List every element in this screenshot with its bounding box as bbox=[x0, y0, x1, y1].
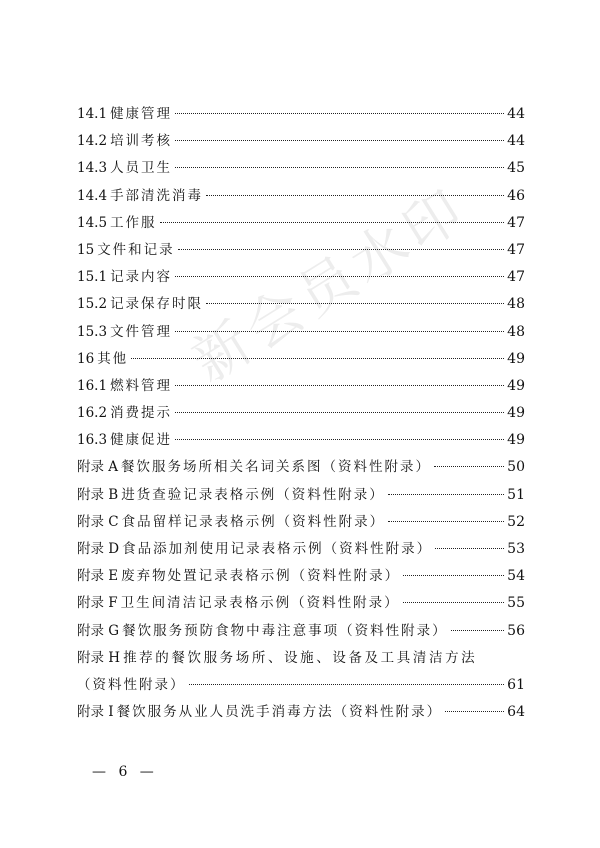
toc-entry-page: 50 bbox=[507, 459, 525, 476]
toc-dot-leader bbox=[175, 276, 504, 277]
toc-entry-title: 进货查验记录表格示例（资料性附录） bbox=[121, 486, 385, 503]
toc-entry-number: 15.3 bbox=[77, 323, 108, 340]
toc-entry-number: 14.1 bbox=[77, 106, 108, 122]
toc-entry-number: 附录 E bbox=[77, 568, 119, 585]
toc-entry-label bbox=[77, 101, 172, 128]
toc-entry-title: 工作服 bbox=[110, 214, 157, 231]
toc-entry-label bbox=[77, 454, 431, 481]
toc-entry[interactable] bbox=[77, 210, 525, 237]
toc-entry[interactable] bbox=[77, 618, 525, 645]
toc-entry-title: 文件和记录 bbox=[97, 241, 175, 258]
toc-entry-label bbox=[77, 536, 432, 563]
toc-entry-title: 记录内容 bbox=[110, 269, 173, 286]
toc-entry-number: 14.4 bbox=[77, 187, 108, 204]
toc-entry-title: 推荐的餐饮服务场所、设施、设备及工具清洁方法 bbox=[123, 649, 478, 666]
toc-entry[interactable] bbox=[77, 291, 525, 318]
toc-entry-number: 附录 I bbox=[77, 704, 114, 721]
toc-entry-page: 47 bbox=[507, 241, 525, 258]
toc-entry-title: 餐饮服务场所相关名词关系图（资料性附录） bbox=[121, 459, 432, 476]
toc-dot-leader bbox=[434, 466, 504, 467]
toc-entry-label bbox=[77, 618, 448, 645]
toc-entry[interactable] bbox=[77, 590, 525, 617]
toc-entry[interactable] bbox=[77, 563, 525, 590]
toc-entry-label bbox=[77, 237, 175, 264]
toc-entry-page: 52 bbox=[507, 513, 525, 530]
toc-entry-label bbox=[77, 373, 172, 400]
toc-entry-number: 14.3 bbox=[77, 160, 108, 177]
toc-entry-label bbox=[77, 183, 203, 210]
toc-entry-label bbox=[77, 319, 172, 346]
toc-entry-label bbox=[77, 264, 172, 291]
toc-entry-page: 44 bbox=[507, 106, 525, 122]
toc-entry[interactable] bbox=[77, 699, 525, 726]
toc-entry-title: 健康管理 bbox=[110, 106, 173, 122]
table-of-contents bbox=[77, 101, 525, 726]
toc-entry-title: 废弃物处置记录表格示例（资料性附录） bbox=[121, 568, 401, 585]
toc-dot-leader bbox=[403, 602, 505, 603]
toc-entry-number: 16.3 bbox=[77, 432, 108, 449]
toc-entry-page: 49 bbox=[507, 377, 525, 394]
toc-dot-leader bbox=[160, 222, 505, 223]
toc-entry[interactable] bbox=[77, 454, 525, 481]
toc-dot-leader bbox=[403, 575, 504, 576]
toc-entry-page: 49 bbox=[507, 405, 525, 422]
toc-dot-leader bbox=[175, 331, 504, 332]
toc-dot-leader bbox=[388, 521, 504, 522]
toc-entry-page: 64 bbox=[507, 704, 525, 721]
toc-dot-leader bbox=[175, 385, 504, 386]
toc-dot-leader bbox=[175, 439, 504, 440]
toc-entry-title: 卫生间清洁记录表格示例（资料性附录） bbox=[120, 595, 400, 612]
toc-entry[interactable] bbox=[77, 346, 525, 373]
toc-entry-label bbox=[77, 128, 172, 155]
toc-entry-title: 记录保存时限 bbox=[110, 296, 204, 313]
toc-entry[interactable] bbox=[77, 373, 525, 400]
toc-dot-leader bbox=[206, 303, 504, 304]
toc-entry-label bbox=[77, 590, 400, 617]
toc-entry-page: 56 bbox=[507, 622, 525, 639]
toc-dot-leader bbox=[178, 249, 504, 250]
watermark: 新会员水印 bbox=[181, 175, 479, 396]
toc-entry-label bbox=[77, 509, 385, 536]
toc-entry-page: 49 bbox=[507, 432, 525, 449]
toc-dot-leader bbox=[131, 358, 504, 359]
toc-entry-label bbox=[77, 155, 172, 182]
toc-entry-title: 其他 bbox=[97, 350, 129, 367]
toc-entry-page: 47 bbox=[507, 269, 525, 286]
toc-dot-leader bbox=[388, 494, 504, 495]
toc-entry-page: 55 bbox=[507, 595, 525, 612]
toc-entry-title: 培训考核 bbox=[110, 133, 173, 150]
toc-entry[interactable] bbox=[77, 482, 525, 509]
toc-entry-label bbox=[77, 427, 172, 454]
toc-entry-page: 48 bbox=[507, 296, 525, 313]
toc-entry-page: 61 bbox=[507, 676, 525, 693]
toc-entry[interactable] bbox=[77, 128, 525, 155]
toc-entry-page: 53 bbox=[507, 541, 525, 557]
toc-entry-label bbox=[77, 291, 203, 318]
toc-entry-number: 14.5 bbox=[77, 214, 108, 231]
toc-entry-number: 附录 C bbox=[77, 513, 119, 530]
toc-entry-title: 健康促进 bbox=[110, 432, 173, 449]
toc-entry-title: （资料性附录） bbox=[77, 676, 186, 693]
toc-entry-label bbox=[77, 400, 172, 427]
toc-dot-leader bbox=[175, 113, 504, 114]
toc-entry-number: 15 bbox=[77, 241, 95, 258]
toc-entry[interactable] bbox=[77, 155, 525, 182]
toc-entry-number: 14.2 bbox=[77, 133, 108, 150]
toc-entry-number: 16.1 bbox=[77, 377, 108, 394]
toc-entry-number: 附录 G bbox=[77, 622, 120, 639]
toc-entry[interactable] bbox=[77, 183, 525, 210]
toc-entry-number: 附录 H bbox=[77, 649, 121, 666]
toc-entry-title: 食品添加剂使用记录表格示例（资料性附录） bbox=[122, 541, 433, 557]
toc-entry-label bbox=[77, 346, 128, 373]
toc-dot-leader bbox=[175, 140, 504, 141]
toc-entry-page: 51 bbox=[507, 486, 525, 503]
toc-entry[interactable] bbox=[77, 264, 525, 291]
toc-entry[interactable] bbox=[77, 645, 525, 672]
toc-entry[interactable] bbox=[77, 237, 525, 264]
toc-entry-number: 16.2 bbox=[77, 405, 108, 422]
toc-entry-number: 附录 F bbox=[77, 595, 118, 612]
toc-dot-leader bbox=[206, 195, 504, 196]
toc-entry[interactable] bbox=[77, 536, 525, 563]
toc-entry-label bbox=[77, 672, 186, 699]
toc-entry-title: 手部清洗消毒 bbox=[110, 187, 204, 204]
toc-entry-title: 人员卫生 bbox=[110, 160, 173, 177]
toc-entry-page: 54 bbox=[507, 568, 525, 585]
toc-dot-leader bbox=[451, 630, 505, 631]
toc-entry-number: 15.1 bbox=[77, 269, 108, 286]
toc-entry-page: 44 bbox=[507, 133, 525, 150]
toc-entry-page: 46 bbox=[507, 187, 525, 204]
toc-entry-title: 餐饮服务从业人员洗手消毒方法（资料性附录） bbox=[116, 704, 443, 721]
toc-entry-number: 附录 D bbox=[77, 541, 120, 557]
toc-entry-page: 47 bbox=[507, 214, 525, 231]
toc-dot-leader bbox=[175, 412, 504, 413]
toc-entry-page: 49 bbox=[507, 350, 525, 367]
toc-entry-number: 附录 A bbox=[77, 459, 119, 476]
toc-entry-page: 48 bbox=[507, 323, 525, 340]
toc-dot-leader bbox=[175, 167, 504, 168]
toc-entry-label bbox=[77, 563, 400, 590]
toc-entry[interactable] bbox=[77, 509, 525, 536]
toc-entry-number: 16 bbox=[77, 350, 95, 367]
toc-entry-title: 食品留样记录表格示例（资料性附录） bbox=[121, 513, 386, 530]
toc-entry[interactable] bbox=[77, 101, 525, 128]
toc-entry-label bbox=[77, 482, 385, 509]
toc-entry-title: 燃料管理 bbox=[110, 377, 173, 394]
toc-dot-leader bbox=[435, 548, 504, 549]
toc-entry[interactable] bbox=[77, 400, 525, 427]
toc-entry-page: 45 bbox=[507, 160, 525, 177]
toc-dot-leader bbox=[445, 711, 504, 712]
toc-entry-title: 消费提示 bbox=[110, 405, 173, 422]
toc-entry-label bbox=[77, 699, 442, 726]
toc-entry-label bbox=[77, 645, 477, 672]
toc-entry-title: 餐饮服务预防食物中毒注意事项（资料性附录） bbox=[122, 622, 448, 639]
toc-entry-label bbox=[77, 210, 157, 237]
page-number-footer: — 6 — bbox=[92, 764, 158, 780]
toc-entry[interactable] bbox=[77, 672, 525, 699]
toc-entry[interactable] bbox=[77, 427, 525, 454]
toc-dot-leader bbox=[189, 684, 505, 685]
toc-entry-title: 文件管理 bbox=[110, 323, 173, 340]
toc-entry-number: 附录 B bbox=[77, 486, 119, 503]
toc-entry-number: 15.2 bbox=[77, 296, 108, 313]
toc-entry[interactable] bbox=[77, 319, 525, 346]
